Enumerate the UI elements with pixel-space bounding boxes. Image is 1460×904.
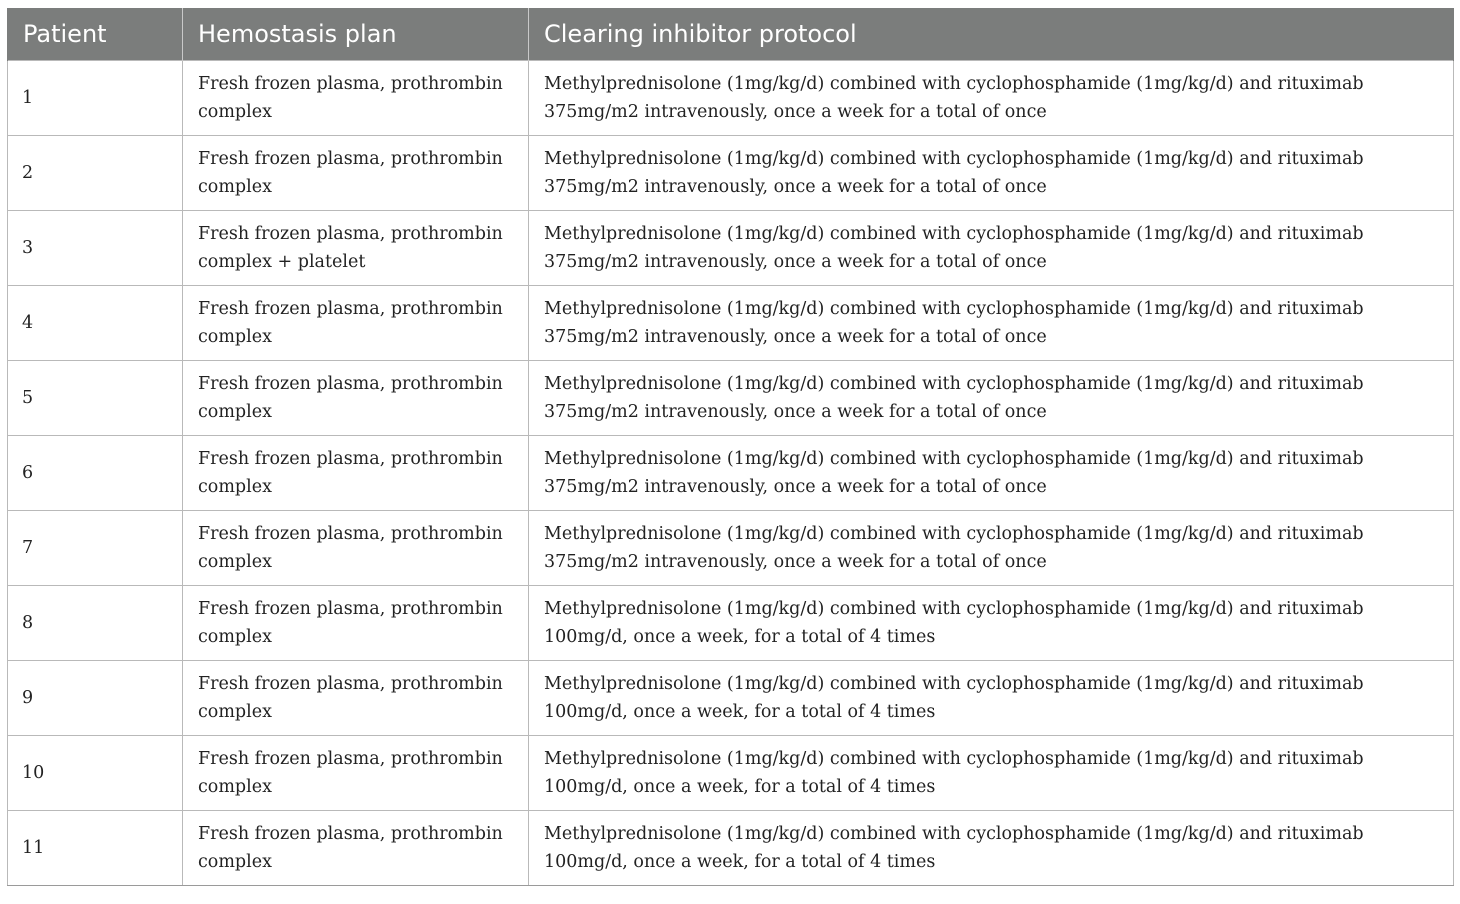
cell-protocol: Methylprednisolone (1mg/kg/d) combined with cyclophosphamide (1mg/kg/d) and rituximab 375mg/m2 intravenously, once a week for a total of once (529, 211, 1454, 286)
cell-patient: 1 (8, 61, 183, 136)
cell-hemostasis-plan: Fresh frozen plasma, prothrombin complex (183, 736, 529, 811)
table-row (8, 511, 1454, 586)
cell-protocol: Methylprednisolone (1mg/kg/d) combined with cyclophosphamide (1mg/kg/d) and rituximab 375mg/m2 intravenously, once a week for a total of once (529, 136, 1454, 211)
table-row (8, 736, 1454, 811)
cell-patient: 10 (8, 736, 183, 811)
cell-protocol: Methylprednisolone (1mg/kg/d) combined with cyclophosphamide (1mg/kg/d) and rituximab 100mg/d, once a week, for a total of 4 times (529, 736, 1454, 811)
treatment-table (7, 8, 1454, 886)
treatment-table-container (7, 8, 1453, 886)
cell-hemostasis-plan: Fresh frozen plasma, prothrombin complex (183, 361, 529, 436)
cell-patient: 11 (8, 811, 183, 886)
cell-patient: 2 (8, 136, 183, 211)
table-row (8, 361, 1454, 436)
cell-hemostasis-plan: Fresh frozen plasma, prothrombin complex (183, 511, 529, 586)
cell-protocol: Methylprednisolone (1mg/kg/d) combined with cyclophosphamide (1mg/kg/d) and rituximab 375mg/m2 intravenously, once a week for a total of once (529, 286, 1454, 361)
table-header (8, 8, 1454, 61)
table-row (8, 286, 1454, 361)
header-hemostasis-plan: Hemostasis plan (183, 8, 529, 61)
cell-patient: 6 (8, 436, 183, 511)
cell-hemostasis-plan: Fresh frozen plasma, prothrombin complex (183, 136, 529, 211)
cell-patient: 8 (8, 586, 183, 661)
cell-hemostasis-plan: Fresh frozen plasma, prothrombin complex (183, 61, 529, 136)
cell-hemostasis-plan: Fresh frozen plasma, prothrombin complex (183, 286, 529, 361)
table-row (8, 436, 1454, 511)
cell-hemostasis-plan: Fresh frozen plasma, prothrombin complex (183, 811, 529, 886)
cell-protocol: Methylprednisolone (1mg/kg/d) combined with cyclophosphamide (1mg/kg/d) and rituximab 100mg/d, once a week, for a total of 4 times (529, 811, 1454, 886)
table-row (8, 211, 1454, 286)
cell-protocol: Methylprednisolone (1mg/kg/d) combined with cyclophosphamide (1mg/kg/d) and rituximab 375mg/m2 intravenously, once a week for a total of once (529, 511, 1454, 586)
header-clearing-inhibitor-protocol: Clearing inhibitor protocol (529, 8, 1454, 61)
cell-patient: 9 (8, 661, 183, 736)
table-row (8, 586, 1454, 661)
header-patient: Patient (8, 8, 183, 61)
cell-hemostasis-plan: Fresh frozen plasma, prothrombin complex (183, 436, 529, 511)
cell-hemostasis-plan: Fresh frozen plasma, prothrombin complex + platelet (183, 211, 529, 286)
cell-hemostasis-plan: Fresh frozen plasma, prothrombin complex (183, 661, 529, 736)
cell-protocol: Methylprednisolone (1mg/kg/d) combined with cyclophosphamide (1mg/kg/d) and rituximab 375mg/m2 intravenously, once a week for a total of once (529, 61, 1454, 136)
cell-protocol: Methylprednisolone (1mg/kg/d) combined with cyclophosphamide (1mg/kg/d) and rituximab 100mg/d, once a week, for a total of 4 times (529, 586, 1454, 661)
cell-protocol: Methylprednisolone (1mg/kg/d) combined with cyclophosphamide (1mg/kg/d) and rituximab 100mg/d, once a week, for a total of 4 times (529, 661, 1454, 736)
cell-patient: 4 (8, 286, 183, 361)
cell-patient: 7 (8, 511, 183, 586)
table-row (8, 811, 1454, 886)
table-row (8, 136, 1454, 211)
cell-patient: 3 (8, 211, 183, 286)
table-body (8, 61, 1454, 886)
table-row (8, 661, 1454, 736)
cell-patient: 5 (8, 361, 183, 436)
cell-hemostasis-plan: Fresh frozen plasma, prothrombin complex (183, 586, 529, 661)
header-row (8, 8, 1454, 61)
table-row (8, 61, 1454, 136)
cell-protocol: Methylprednisolone (1mg/kg/d) combined with cyclophosphamide (1mg/kg/d) and rituximab 375mg/m2 intravenously, once a week for a total of once (529, 361, 1454, 436)
cell-protocol: Methylprednisolone (1mg/kg/d) combined with cyclophosphamide (1mg/kg/d) and rituximab 375mg/m2 intravenously, once a week for a total of once (529, 436, 1454, 511)
